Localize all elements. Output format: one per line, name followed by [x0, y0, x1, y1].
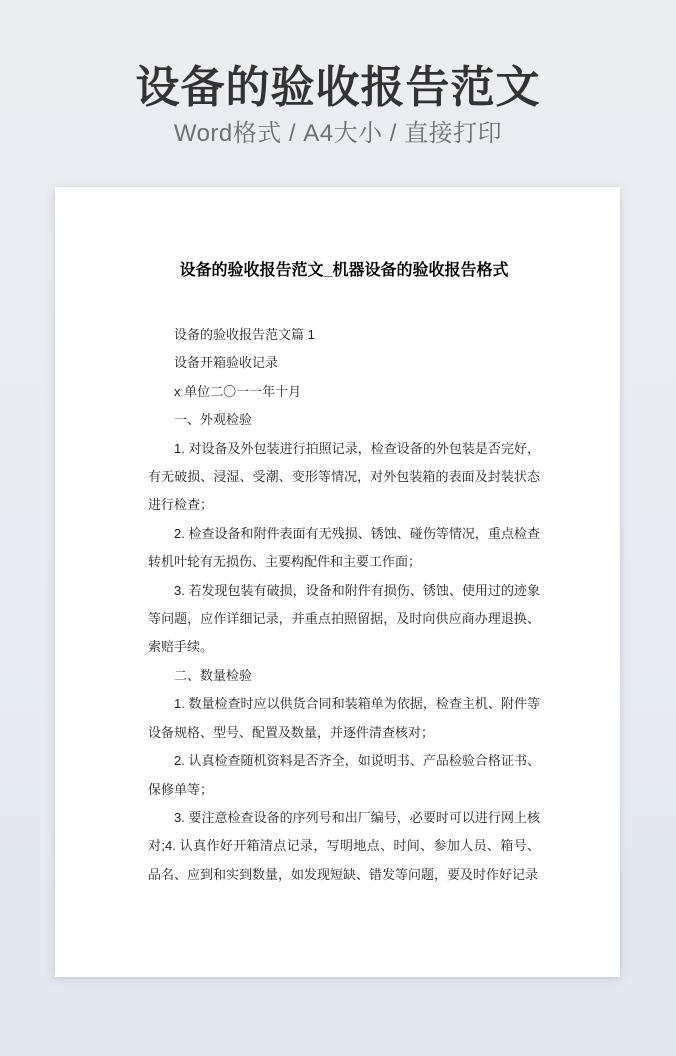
document-paragraph: 1. 对设备及外包装进行拍照记录，检查设备的外包装是否完好，有无破损、浸湿、受潮、变形等情况，对外包装箱的表面及封装状态进行检查； — [148, 440, 540, 513]
document-paragraph: 1. 数量检查时应以供货合同和装箱单为依据，检查主机、附件等设备规格、型号、配置及数量，并逐件清查核对； — [148, 696, 540, 740]
document-paragraph: 2. 检查设备和附件表面有无残损、锈蚀、碰伤等情况，重点检查转机叶轮有无损伤、主要构配件和主要工作面； — [148, 525, 540, 570]
document-paragraph: x 单位二〇一一年十月 — [174, 383, 302, 399]
document-paragraph: 3. 要注意检查设备的序列号和出厂编号，必要时可以进行网上核对;4. 认真作好开箱清点记录，写明地点、时间、参加人员、箱号、品名、应到和实到数量，如发现短缺、错发等问题，要及时作好记录 — [148, 809, 540, 882]
document-paragraph: 一、外观检验 — [174, 412, 253, 428]
document-paragraph: 3. 若发现包装有破损，设备和附件有损伤、锈蚀、使用过的迹象等问题，应作详细记录，并重点拍照留据，及时向供应商办理退换、索赔手续。 — [148, 582, 540, 655]
document-page — [55, 187, 620, 977]
document-paragraph: 2. 认真检查随机资料是否齐全，如说明书、产品检验合格证书、保修单等； — [148, 753, 540, 797]
document-paragraph: 设备的验收报告范文篇 1 — [174, 327, 315, 342]
template-title: 设备的验收报告范文 — [135, 63, 541, 112]
document-title: 设备的验收报告范文_机器设备的验收报告格式 — [179, 262, 509, 279]
document-paragraph: 二、数量检验 — [174, 667, 253, 683]
template-subtitle: Word格式 / A4大小 / 直接打印 — [173, 120, 503, 147]
document-body — [148, 321, 540, 889]
site-header — [0, 0, 676, 149]
document-paragraph: 设备开箱验收记录 — [174, 355, 279, 371]
